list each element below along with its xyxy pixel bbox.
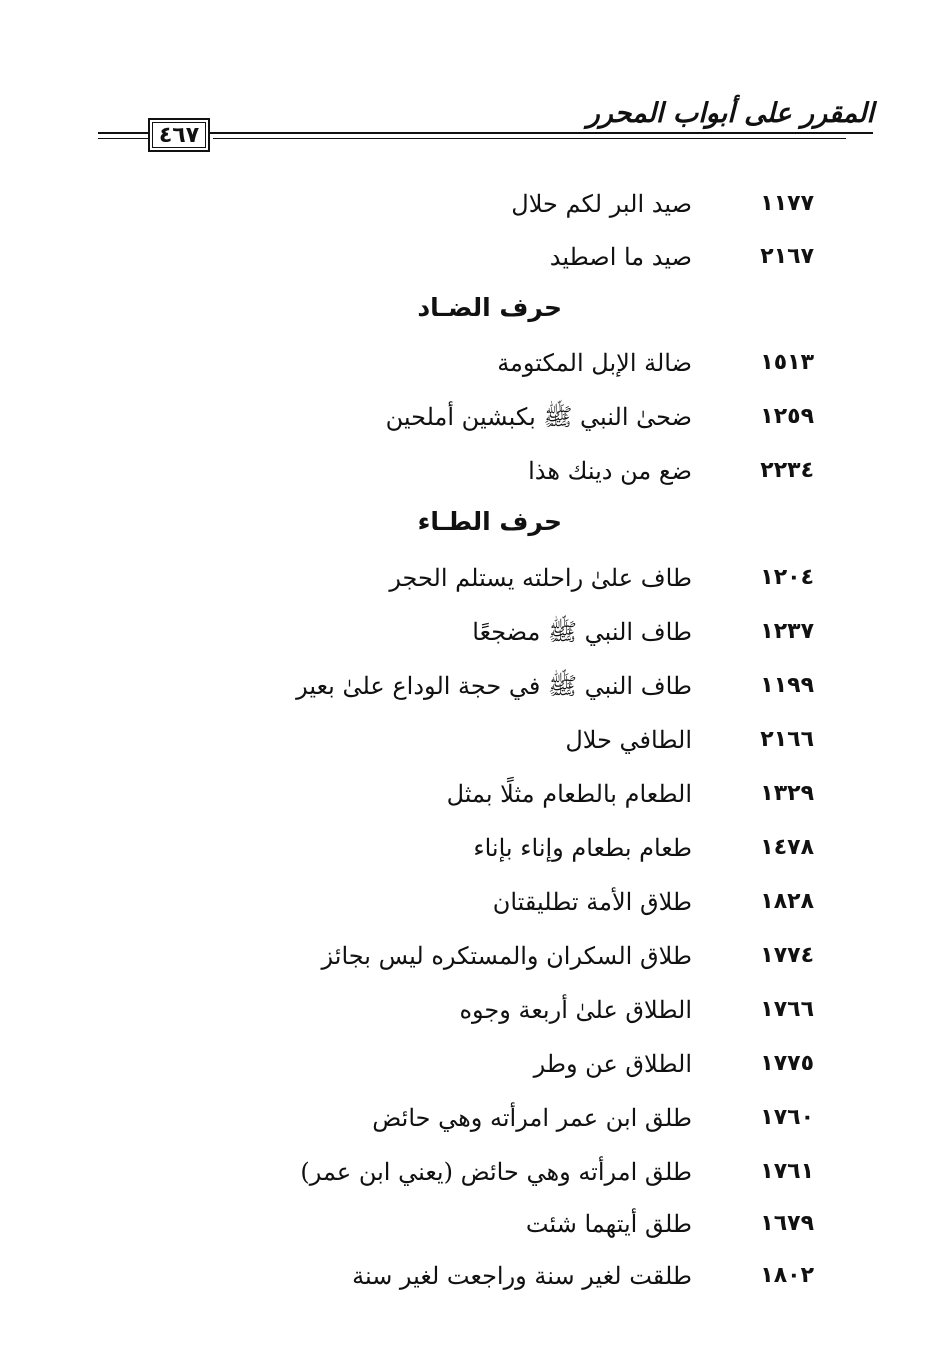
entry-number: ٢١٦٧ <box>760 244 814 269</box>
book-title: المقرر على أبواب المحرر <box>586 98 874 129</box>
index-entry <box>0 774 938 814</box>
index-entry <box>0 184 938 224</box>
index-entry <box>0 936 938 976</box>
section-heading <box>0 286 938 330</box>
index-entry <box>0 1204 938 1244</box>
entry-text: صيد البر لكم حلال <box>511 190 692 218</box>
entry-number: ١٨٠٢ <box>760 1263 814 1288</box>
entry-number: ١٥١٣ <box>760 350 814 375</box>
entry-text: طعام بطعام وإناء بإناء <box>473 834 692 862</box>
entry-text: ضالة الإبل المكتومة <box>497 349 692 377</box>
entry-number: ١٧٦٠ <box>760 1105 814 1130</box>
entry-number: ١١٩٩ <box>760 673 814 698</box>
entry-number: ٢١٦٦ <box>760 727 814 752</box>
entry-text: طلقت لغير سنة وراجعت لغير سنة <box>352 1262 692 1290</box>
entry-number: ١٦٧٩ <box>760 1211 814 1236</box>
entry-text: الطلاق علىٰ أربعة وجوه <box>459 996 692 1024</box>
section-heading-text: حرف الضـاد <box>417 293 562 322</box>
index-entry <box>0 1256 938 1296</box>
entry-number: ١٧٧٤ <box>760 943 814 968</box>
index-entry <box>0 666 938 706</box>
index-entry <box>0 343 938 383</box>
entry-number: ١٧٦١ <box>760 1159 814 1184</box>
entry-number: ١٤٧٨ <box>760 835 814 860</box>
entry-text: طلاق السكران والمستكره ليس بجائز <box>321 942 692 970</box>
index-entry <box>0 397 938 437</box>
index-entry <box>0 1098 938 1138</box>
entry-text: طاف علىٰ راحلته يستلم الحجر <box>389 564 692 592</box>
entry-text: طلق أيتهما شئت <box>525 1210 692 1238</box>
section-heading-text: حرف الطـاء <box>417 507 562 536</box>
index-entry <box>0 612 938 652</box>
entry-number: ١٢٣٧ <box>760 619 814 644</box>
page-number: ٤٦٧ <box>148 118 210 152</box>
entry-text: ضحىٰ النبي ﷺ بكبشين أملحين <box>385 403 692 431</box>
entry-text: الطلاق عن وطر <box>533 1050 692 1078</box>
index-entry <box>0 882 938 922</box>
entry-text: طاف النبي ﷺ مضجعًا <box>472 618 692 646</box>
entry-text: صيد ما اصطيد <box>549 243 692 271</box>
entry-number: ١٢٥٩ <box>760 404 814 429</box>
index-entry <box>0 720 938 760</box>
entry-text: طلق امرأته وهي حائض (يعني ابن عمر) <box>300 1158 692 1186</box>
index-entry <box>0 828 938 868</box>
entry-number: ١٨٢٨ <box>760 889 814 914</box>
index-entry <box>0 1044 938 1084</box>
entry-text: ضع من دينك هذا <box>528 457 692 485</box>
index-entry <box>0 451 938 491</box>
section-heading <box>0 500 938 544</box>
index-entry <box>0 990 938 1030</box>
entry-number: ١٧٧٥ <box>760 1051 814 1076</box>
entry-number: ١١٧٧ <box>760 191 814 216</box>
entry-number: ٢٢٣٤ <box>760 458 814 483</box>
entry-text: طاف النبي ﷺ في حجة الوداع علىٰ بعير <box>296 672 692 700</box>
entry-text: طلق ابن عمر امرأته وهي حائض <box>372 1104 692 1132</box>
entry-text: الطافي حلال <box>565 726 692 754</box>
entry-text: طلاق الأمة تطليقتان <box>492 888 692 916</box>
index-entry <box>0 558 938 598</box>
index-entry <box>0 1152 938 1192</box>
entry-number: ١٣٢٩ <box>760 781 814 806</box>
entry-number: ١٢٠٤ <box>760 565 814 590</box>
entry-text: الطعام بالطعام مثلًا بمثل <box>446 780 692 808</box>
entry-number: ١٧٦٦ <box>760 997 814 1022</box>
index-entry <box>0 237 938 277</box>
